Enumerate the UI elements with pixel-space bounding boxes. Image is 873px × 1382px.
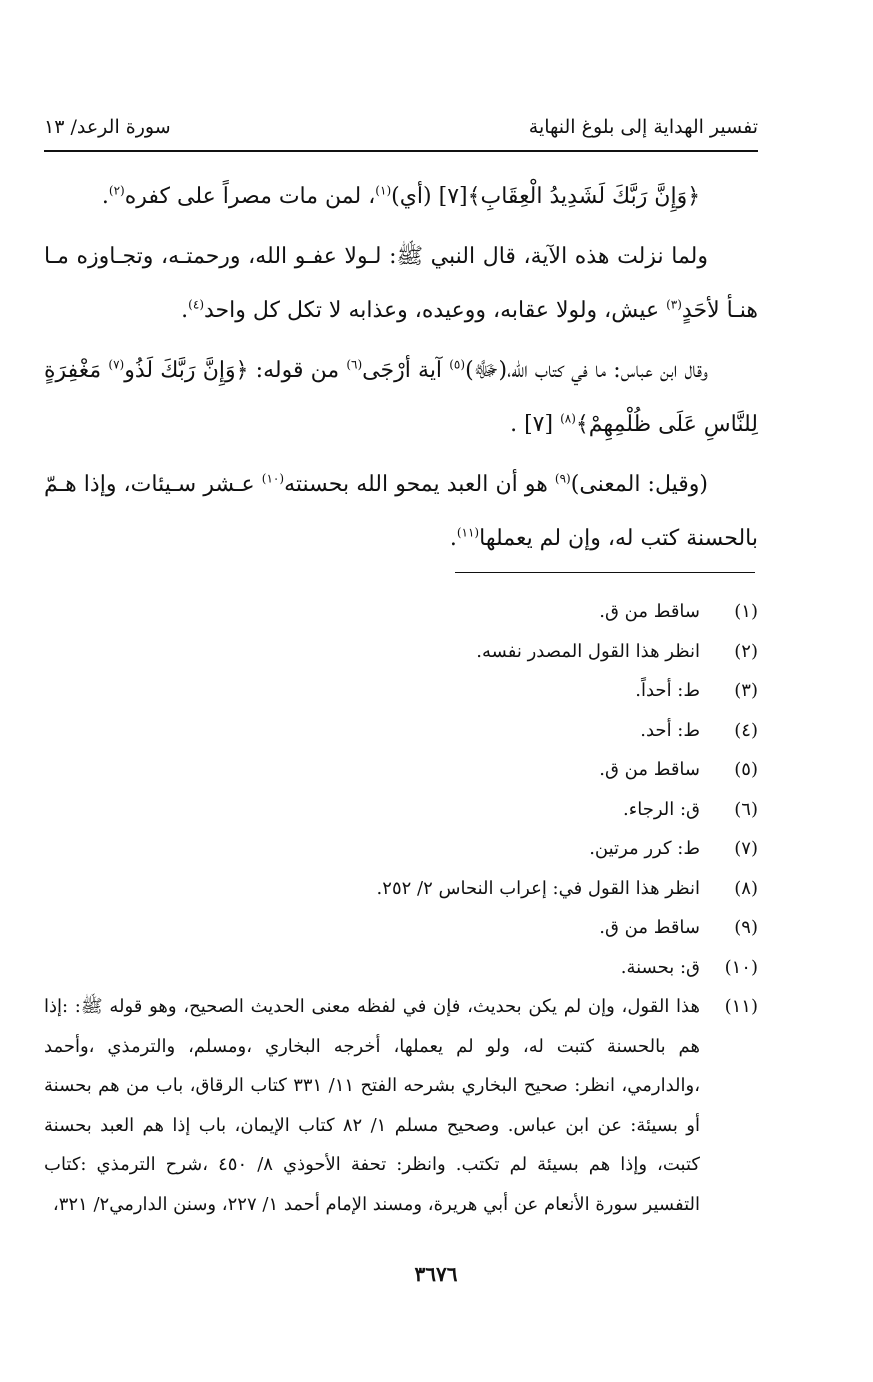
text-run: .: [101, 184, 109, 209]
paragraph-1: [44, 170, 758, 224]
footnote-text: ط: كرر مرتين.: [589, 838, 700, 859]
footnote-item: [44, 987, 758, 1224]
footnote-item: [44, 592, 758, 632]
footnote-text: ساقط من ق.: [599, 917, 700, 938]
footnote-number: (٥): [734, 759, 758, 780]
footnote-text: ط: أحداً.: [635, 680, 700, 701]
footnote-item: [44, 790, 758, 830]
text-run: عـشر سـيئات، وإذا هـمّ بالحسنة كتب له، وإن لم يعملها: [44, 472, 758, 551]
footnote-ref-11[interactable]: (١١): [456, 525, 480, 540]
text-run: .: [449, 526, 457, 551]
footnote-text: ساقط من ق.: [599, 601, 700, 622]
text-run: [٧] .: [510, 412, 561, 437]
footnote-number: (٩): [734, 917, 758, 938]
footnote-number: (٧): [734, 838, 758, 859]
footnote-number: (٦): [734, 798, 758, 820]
text-run: (وقيل: المعنى): [570, 472, 708, 497]
quran-verse-continued: مَغْفِرَةٍ لِلنَّاسِ عَلَى ظُلْمِهِمْ﴾: [44, 358, 758, 437]
surah-label: سورة الرعد/ ١٣: [44, 116, 171, 138]
footnote-number: (١٠): [724, 956, 758, 978]
footnote-text: انظر هذا القول المصدر نفسه.: [476, 640, 700, 662]
footnote-text: ط: أحد.: [640, 719, 700, 741]
text-run: ولما نزلت هذه الآية، قال النبي ﷺ: لـولا عفـو الله، ورحمتـه، وتجـاوزه مـا هنـأ لأحَدٍ: [44, 244, 758, 323]
footnote-ref-3[interactable]: (٣): [666, 297, 682, 312]
footnote-ref-1[interactable]: (١): [375, 183, 392, 198]
text-run: من قوله:: [248, 358, 347, 383]
text-run: عيش، ولولا عقابه، ووعيده، وعذابه لا تكل كل واحد: [204, 298, 667, 323]
footnote-number: (٣): [734, 680, 758, 701]
footnote-text: ق: بحسنة.: [620, 956, 700, 978]
footnote-item: [44, 869, 758, 909]
footnote-separator: [455, 572, 755, 573]
text-run: (أي): [391, 184, 439, 209]
text-run: وقال ابن عباس: ما في كتاب الله،(: [498, 358, 708, 383]
running-header: [44, 112, 758, 152]
footnote-ref-10[interactable]: (١٠): [261, 471, 285, 486]
page-number: ٣٦٧٦: [414, 1262, 458, 1286]
footnote-number: (٨): [734, 877, 758, 899]
honorific: ﷻ: [473, 358, 499, 383]
paragraph-3: [44, 344, 758, 452]
footnotes-list: [44, 592, 758, 1224]
book-title: تفسير الهداية إلى بلوغ النهاية: [528, 116, 758, 138]
footnote-item: [44, 711, 758, 751]
text-run: هو أن العبد يمحو الله بحسنته: [284, 472, 555, 497]
paragraph-2: [44, 230, 758, 338]
footnote-item: [44, 632, 758, 672]
footnote-item: [44, 829, 758, 869]
footnote-item: [44, 948, 758, 988]
text-run: آية أرْجَى: [362, 358, 450, 383]
footnote-text: هذا القول، وإن لم يكن بحديث، فإن في لفظه معنى الحديث الصحيح، وهو قوله ﷺ: :إذا هم بالحسنة كتبت له، ولو لم يعملها، أخرجه البخاري ،ومسلم، والترمذي ،وأحمد ،والدارمي، انظر: صحيح البخاري بشرحه الفتح ١١/ ٣٣١ كتاب الرقاق، باب من هم بحسنة أو بسيئة: عن ابن عباس. وصحيح مسلم ١/ ٨٢ كتاب الإيمان، باب إذا هم العبد بحسنة كتبت، وإذا هم بسيئة لم تكتب. وانظر: تحفة الأحوذي ٨/ ٤٥٠ ،شرح الترمذي :كتاب التفسير سورة الأنعام عن أبي هريرة، ومسند الإمام أحمد ١/ ٢٢٧، وسنن الدارمي٢/ ٣٢١،: [44, 996, 701, 1215]
footnote-number: (١): [734, 601, 758, 622]
footnote-ref-5[interactable]: (٥): [449, 357, 466, 372]
footnote-text: ق: الرجاء.: [623, 798, 700, 820]
footnote-ref-6[interactable]: (٦): [346, 357, 363, 372]
footnote-item: [44, 908, 758, 948]
text-run: .: [181, 298, 189, 323]
footnote-ref-8[interactable]: (٨): [560, 411, 576, 426]
paragraph-4: [44, 458, 758, 566]
footnote-ref-9[interactable]: (٩): [554, 471, 571, 486]
footnote-ref-7[interactable]: (٧): [108, 357, 125, 372]
footnote-text: انظر هذا القول في: إعراب النحاس ٢/ ٢٥٢.: [376, 877, 700, 899]
quran-verse: ﴿وَإِنَّ رَبَّكَ لَذُو: [124, 358, 249, 383]
main-text: [44, 170, 758, 572]
text-run: ، لمن مات مصراً على كفره: [124, 184, 376, 209]
footnote-item: [44, 671, 758, 711]
footnote-number: (٤): [734, 719, 758, 741]
footnote-number: (١١): [724, 996, 758, 1017]
footnote-text: ساقط من ق.: [599, 759, 700, 780]
footnote-ref-2[interactable]: (٢): [108, 183, 125, 198]
quran-verse: ﴿وَإِنَّ رَبَّكَ لَشَدِيدُ الْعِقَابِ﴾[٧]: [438, 184, 701, 209]
footnote-item: [44, 750, 758, 790]
footnote-number: (٢): [734, 640, 758, 662]
text-run: ): [465, 358, 474, 383]
footnote-ref-4[interactable]: (٤): [188, 297, 204, 312]
